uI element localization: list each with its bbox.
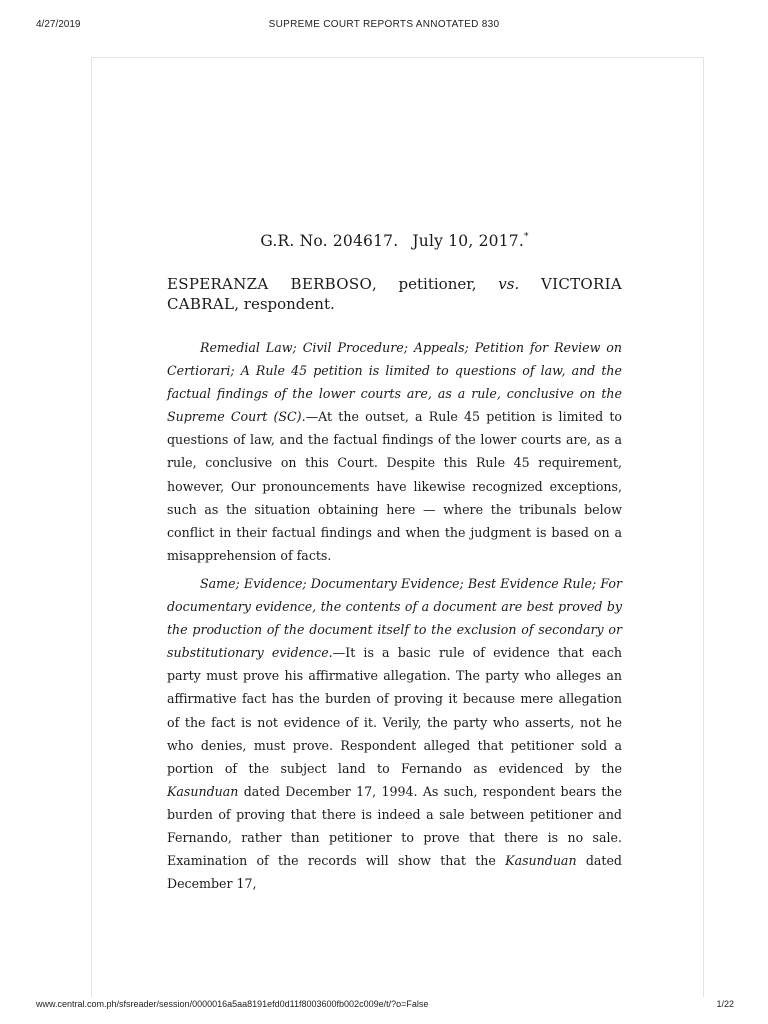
versus: vs. [498,275,520,293]
syllabus-body: dated December 17, 1994. As such, respondent bears the burden of proving that there is indeed a sale between petitioner and Fernando, rather than petitioner to prove that there is no sale. Examination of the records will show that the [167,783,622,869]
page-number: 1/22 [716,999,734,1009]
print-title: SUPREME COURT REPORTS ANNOTATED 830 [268,19,500,30]
case-number: G.R. No. 204617. [260,232,399,250]
respondent-name: VICTORIA CABRAL [167,275,622,313]
case-parties [167,274,622,314]
syllabus-paragraph [167,336,622,567]
print-header [0,0,768,40]
print-date: 4/27/2019 [36,19,81,30]
syllabus-paragraph [167,572,622,895]
print-footer [0,994,768,1024]
syllabus-headnote: Remedial Law; Civil Procedure; Appeals; Petition for Review on Certiorari; A Rule 45 petition is limited to questions of law, and the factual findings of the lower courts are, as a rule, conclusive on the Supreme Court (SC). [167,340,622,425]
case-date: July 10, 2017. [412,232,524,250]
page-url: www.central.com.ph/sfsreader/session/0000016a5aa8191efd0d11f8003600fb002c009e/t/?o=False [36,999,429,1009]
syllabus-body: dated December 17, [167,853,622,892]
petitioner-name: ESPERANZA BERBOSO [167,275,373,293]
syllabus-term: Kasunduan [167,783,239,799]
syllabus-body: —It is a basic rule of evidence that each party must prove his affirmative allegation. The party who alleges an affirmative fact has the burden of proving it because mere allegation of the fact is not evidence of it. Verily, the party who asserts, not he who denies, must prove. Respondent alleged that petitioner sold a portion of the subject land to Fernando as evidenced by the [167,645,622,776]
petitioner-role: , petitioner, [372,275,477,293]
syllabus-term: Kasunduan [505,853,577,869]
syllabus-headnote: Same; Evidence; Documentary Evidence; Best Evidence Rule; For documentary evidence, the contents of a document are best proved by the production of the document itself to the exclusion of secondary or substitutionary evidence. [167,575,622,661]
syllabus-body: —At the outset, a Rule 45 petition is limited to questions of law, and the factual findings of the lower courts are, as a rule, conclusive on this Court. Despite this Rule 45 requirement, however, Our pronouncements have likewise recognized exceptions, such as the situation obtaining here — where the tribunals below conflict in their factual findings and when the judgment is based on a misapprehension of facts. [167,409,622,563]
footnote-marker[interactable]: * [523,232,529,242]
case-header [167,232,622,250]
document-page [91,57,704,997]
respondent-role: , respondent. [234,295,335,313]
document-content [167,232,622,900]
